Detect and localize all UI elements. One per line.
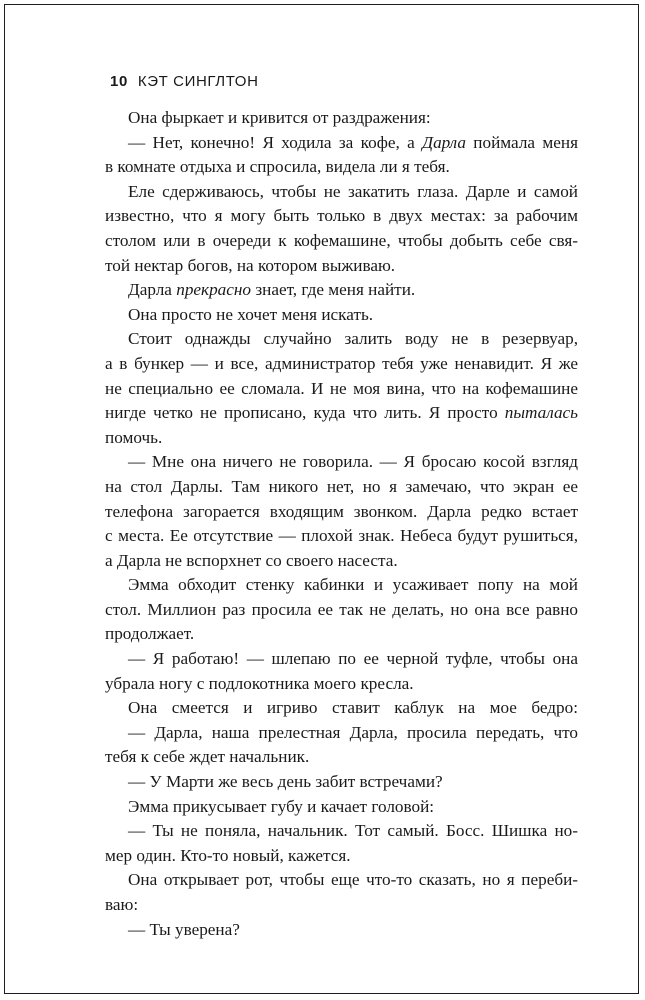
text-run: с места. Ее отсутствие — плохой знак. Небеса будут рушиться, bbox=[105, 526, 578, 546]
text-run: Она смеется и игриво ставит каблук на мое бедро: bbox=[128, 698, 578, 718]
text-line bbox=[105, 229, 578, 254]
text-run: нигде четко не прописано, куда что лить. Я просто bbox=[105, 403, 505, 423]
text-line bbox=[105, 893, 578, 918]
text-line bbox=[105, 450, 578, 475]
text-line bbox=[105, 278, 578, 303]
text-run: той нектар богов, на котором выживаю. bbox=[105, 255, 396, 275]
text-run: Стоит однажды случайно залить воду не в резервуар, bbox=[128, 329, 578, 349]
text-run: а в бункер — и все, администратор тебя уже ненавидит. Я же bbox=[105, 353, 578, 373]
text-line bbox=[105, 377, 578, 402]
text-run: продолжает. bbox=[105, 624, 195, 644]
text-run: Дарла bbox=[128, 280, 177, 300]
text-run: известно, что я могу быть только в двух местах: за рабочим bbox=[105, 206, 578, 226]
text-run: в комнате отдыха и спросила, видела ли я тебя. bbox=[105, 157, 450, 177]
text-line bbox=[105, 745, 578, 770]
text-line bbox=[105, 131, 578, 156]
text-line bbox=[105, 647, 578, 672]
text-run: мер один. Кто-то новый, кажется. bbox=[105, 845, 351, 865]
running-title: КЭТ СИНГЛТОН bbox=[137, 73, 259, 90]
text-run: Эмма обходит стенку кабинки и усаживает попу на мой bbox=[128, 575, 578, 595]
italic-emphasis: Дарла bbox=[422, 132, 466, 152]
text-line bbox=[105, 868, 578, 893]
text-line bbox=[105, 303, 578, 328]
text-run: — Мне она ничего не говорила. — Я бросаю косой взгляд bbox=[128, 452, 578, 472]
text-line bbox=[105, 844, 578, 869]
text-run: Эмма прикусывает губу и качает головой: bbox=[128, 796, 435, 816]
body-text bbox=[105, 106, 578, 942]
text-line bbox=[105, 696, 578, 721]
text-line bbox=[105, 598, 578, 623]
text-run: знает, где меня найти. bbox=[251, 280, 416, 300]
text-line bbox=[105, 352, 578, 377]
text-run: убрала ногу с подлокотника моего кресла. bbox=[105, 673, 414, 693]
text-line bbox=[105, 426, 578, 451]
text-line bbox=[105, 721, 578, 746]
text-line bbox=[105, 327, 578, 352]
text-run: столом или в очереди к кофемашине, чтобы добыть себе свя- bbox=[105, 230, 578, 250]
text-line bbox=[105, 475, 578, 500]
text-line bbox=[105, 401, 578, 426]
text-line bbox=[105, 573, 578, 598]
text-line bbox=[105, 770, 578, 795]
text-run: — Дарла, наша прелестная Дарла, просила передать, что bbox=[128, 722, 578, 742]
text-line bbox=[105, 155, 578, 180]
text-run: — Ты уверена? bbox=[128, 919, 240, 939]
text-run: — Ты не поняла, начальник. Тот самый. Босс. Шишка но- bbox=[128, 821, 578, 841]
text-line bbox=[105, 622, 578, 647]
text-run: на стол Дарлы. Там никого нет, но я замечаю, что экран ее bbox=[105, 476, 578, 496]
text-line bbox=[105, 524, 578, 549]
text-run: тебя к себе ждет начальник. bbox=[105, 747, 310, 767]
text-run: Она открывает рот, чтобы еще что-то сказать, но я переби- bbox=[128, 870, 578, 890]
text-run: Она просто не хочет меня искать. bbox=[128, 304, 374, 324]
text-line bbox=[105, 204, 578, 229]
text-line bbox=[105, 795, 578, 820]
text-run: ваю: bbox=[105, 895, 139, 914]
text-run: — Нет, конечно! Я ходила за кофе, а bbox=[128, 132, 423, 152]
text-line bbox=[105, 500, 578, 525]
text-run: Она фыркает и кривится от раздражения: bbox=[128, 108, 431, 127]
text-line bbox=[105, 918, 578, 943]
text-line bbox=[105, 106, 578, 131]
text-run: стол. Миллион раз просила ее так не делать, но она все равно bbox=[105, 599, 578, 619]
italic-emphasis: прекрасно bbox=[176, 280, 252, 300]
text-run: — У Марти же весь день забит встречами? bbox=[128, 772, 443, 792]
text-run: не специально ее сломала. И не моя вина, что на кофемашине bbox=[105, 378, 578, 398]
text-run: — Я работаю! — шлепаю по ее черной туфле, чтобы она bbox=[128, 649, 578, 669]
running-header bbox=[110, 73, 259, 95]
text-line bbox=[105, 549, 578, 574]
page-number: 10 bbox=[110, 73, 128, 90]
text-line bbox=[105, 672, 578, 697]
text-run: Еле сдерживаюсь, чтобы не закатить глаза. Дарле и самой bbox=[128, 181, 578, 201]
text-run: помочь. bbox=[105, 427, 163, 447]
text-line bbox=[105, 180, 578, 205]
text-run: поймала меня bbox=[465, 132, 578, 152]
text-run: телефона загорается входящим звонком. Дарла редко встает bbox=[105, 501, 578, 521]
text-line bbox=[105, 819, 578, 844]
text-run: а Дарла не вспорхнет со своего насеста. bbox=[105, 550, 398, 570]
text-line bbox=[105, 254, 578, 279]
italic-emphasis: пыталась bbox=[504, 403, 578, 423]
